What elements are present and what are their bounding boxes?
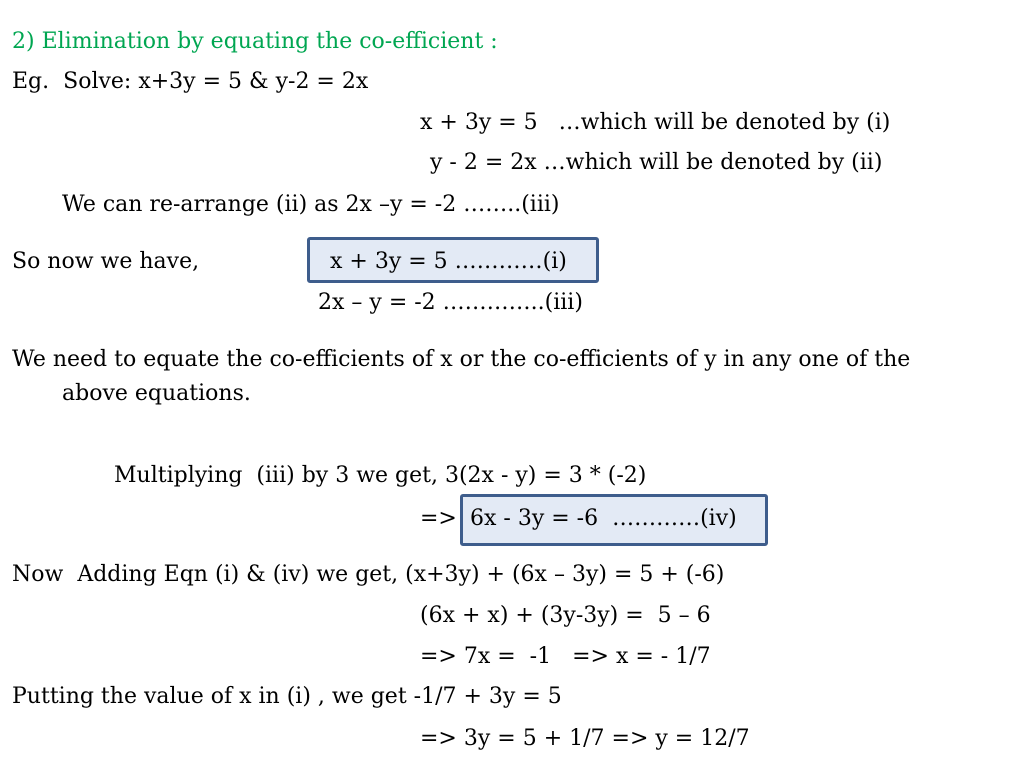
rearranged-equation-iii: We can re-arrange (ii) as 2x –y = -2 ……..(iii) xyxy=(62,192,560,217)
adding-step: Now Adding Eqn (i) & (iv) we get, (x+3y) + (6x – 3y) = 5 + (-6) xyxy=(12,562,725,587)
slide-heading: 2) Elimination by equating the co-efficient : xyxy=(12,29,498,54)
final-answer: => 3y = 5 + 1/7 => y = 12/7 xyxy=(420,726,750,751)
boxed-equation-i: x + 3y = 5 …………(i) xyxy=(330,249,567,274)
equation-i: x + 3y = 5 …which will be denoted by (i) xyxy=(420,110,891,135)
implies-arrow: => xyxy=(420,506,457,531)
boxed-equation-iv: 6x - 3y = -6 …………(iv) xyxy=(470,506,737,531)
multiplying-step: Multiplying (iii) by 3 we get, 3(2x - y) = 3 * (-2) xyxy=(114,463,647,488)
instruction-line-1: We need to equate the co-efficients of x or the co-efficients of y in any one of the xyxy=(12,347,911,372)
so-now-we-have-label: So now we have, xyxy=(12,249,200,274)
instruction-line-2: above equations. xyxy=(62,381,251,406)
example-statement: Eg. Solve: x+3y = 5 & y-2 = 2x xyxy=(12,69,369,94)
solve-x-step: => 7x = -1 => x = - 1/7 xyxy=(420,644,711,669)
substitution-step: Putting the value of x in (i) , we get -1/7 + 3y = 5 xyxy=(12,684,562,709)
equation-ii: y - 2 = 2x …which will be denoted by (ii) xyxy=(430,150,883,175)
simplify-step: (6x + x) + (3y-3y) = 5 – 6 xyxy=(420,603,711,628)
equation-iii: 2x – y = -2 …………..(iii) xyxy=(318,290,583,315)
